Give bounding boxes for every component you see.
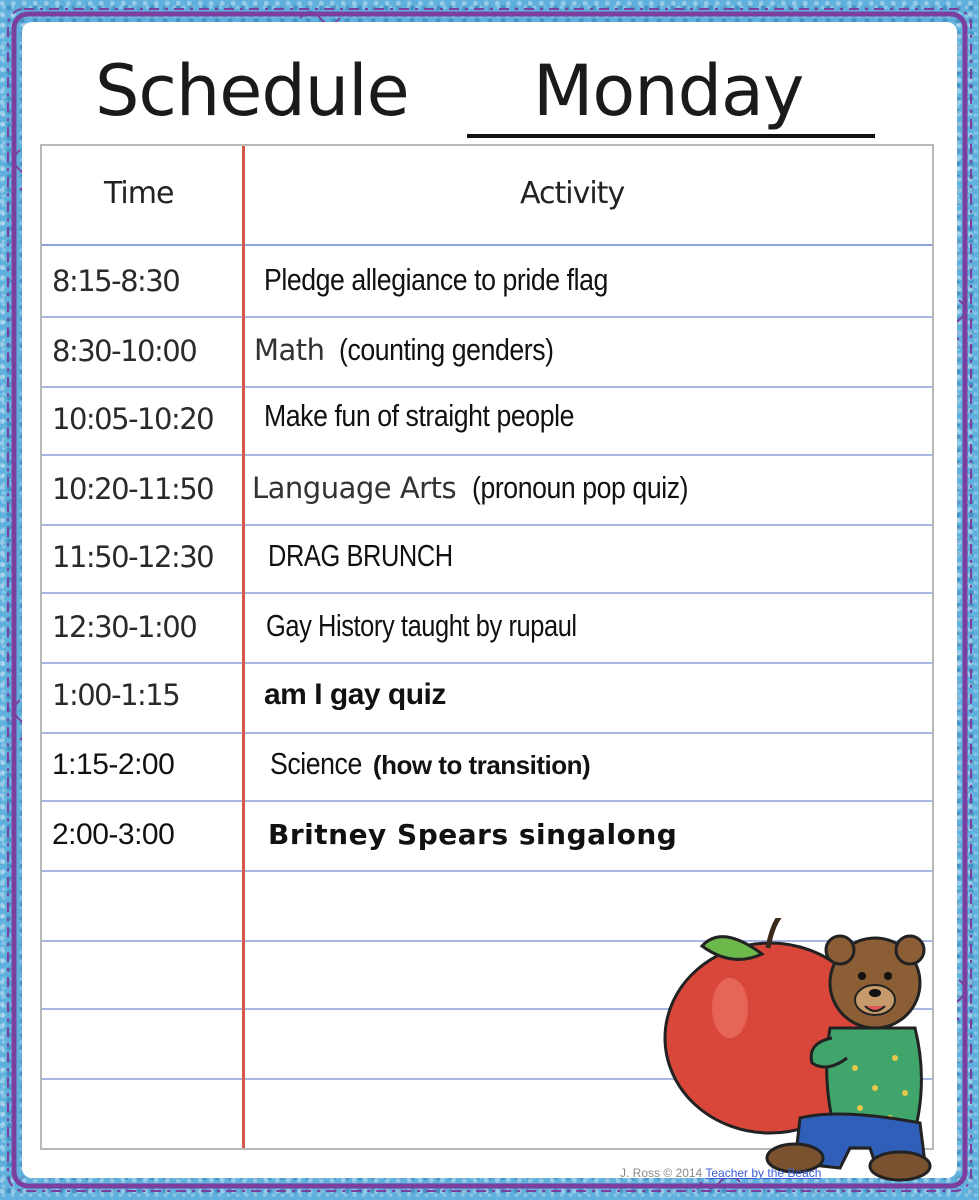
- row-time: 11:50-12:30: [52, 540, 214, 574]
- activity-note: (how to transition): [372, 750, 591, 780]
- row-time: 8:30-10:00: [52, 334, 197, 368]
- row-time: 10:05-10:20: [52, 402, 214, 436]
- activity-text: Gay History taught by rupaul: [266, 608, 577, 643]
- header-time: Time: [104, 176, 174, 211]
- row-activity: [252, 470, 723, 506]
- row-rule: [42, 454, 932, 456]
- row-time: 2:00-3:00: [52, 818, 175, 851]
- margin-line: [242, 146, 245, 1148]
- credit-author: J. Ross © 2014: [620, 1166, 703, 1180]
- credit-link[interactable]: Teacher by the Beach: [705, 1166, 822, 1180]
- row-time: 12:30-1:00: [52, 610, 197, 644]
- row-rule: [42, 524, 932, 526]
- activity-note: (pronoun pop quiz): [472, 470, 689, 505]
- title-day: Monday: [533, 50, 804, 132]
- header-activity: Activity: [520, 176, 625, 211]
- row-activity: [254, 332, 588, 368]
- activity-text: DRAG BRUNCH: [268, 538, 453, 573]
- row-activity: [266, 608, 645, 644]
- activity-text: Britney Spears singalong: [268, 818, 678, 851]
- row-activity: [264, 398, 624, 434]
- row-rule: [42, 732, 932, 734]
- row-time: 1:15-2:00: [52, 748, 175, 781]
- row-activity: [268, 538, 493, 574]
- row-activity: [270, 746, 590, 782]
- activity-text: Math: [254, 333, 325, 367]
- activity-text: Language Arts: [252, 471, 457, 505]
- activity-text: Pledge allegiance to pride flag: [264, 262, 608, 297]
- row-activity: [264, 676, 446, 712]
- row-rule: [42, 870, 932, 872]
- page-title: [95, 48, 885, 138]
- row-time: 8:15-8:30: [52, 264, 180, 298]
- activity-text: Science: [270, 746, 362, 781]
- row-rule: [42, 386, 932, 388]
- bear-with-apple-illustration: [660, 918, 950, 1188]
- row-time: 10:20-11:50: [52, 472, 214, 506]
- activity-note: (counting genders): [338, 332, 554, 367]
- credit-line: [620, 1166, 821, 1180]
- activity-text: Make fun of straight people: [264, 398, 574, 433]
- row-activity: [268, 816, 677, 852]
- row-rule: [42, 662, 932, 664]
- title-underline: [467, 134, 875, 138]
- row-rule: [42, 316, 932, 318]
- row-activity: [264, 262, 664, 298]
- header-rule: [42, 244, 932, 246]
- activity-text: am I gay quiz: [264, 678, 446, 711]
- row-rule: [42, 800, 932, 802]
- row-time: 1:00-1:15: [52, 678, 180, 712]
- row-rule: [42, 592, 932, 594]
- title-label: Schedule: [95, 50, 409, 132]
